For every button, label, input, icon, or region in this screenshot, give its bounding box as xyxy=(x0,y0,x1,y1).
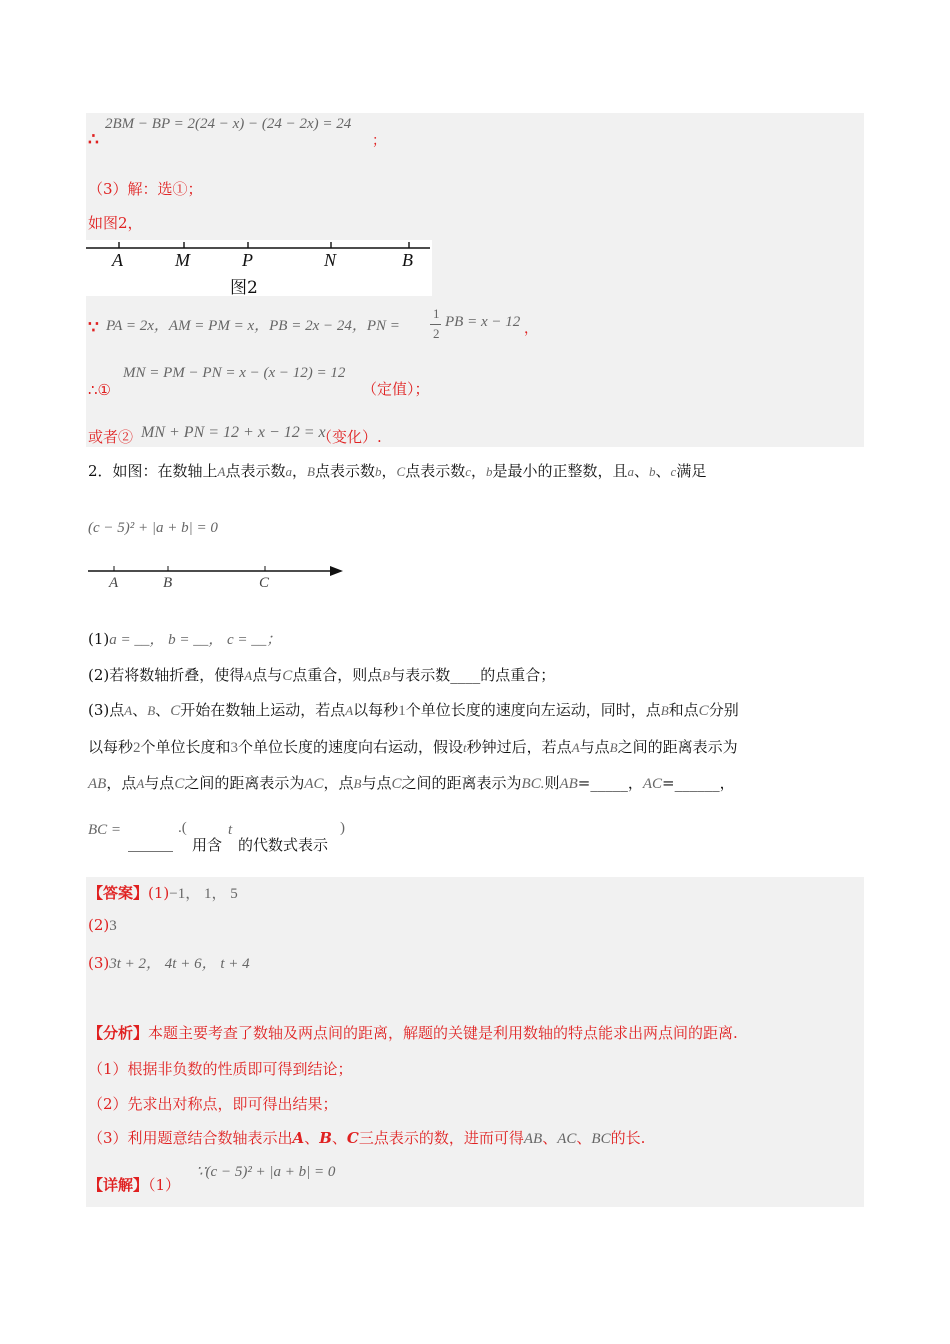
fig2-label-b: B xyxy=(402,250,413,270)
fig2-label-p: P xyxy=(242,250,253,270)
therefore-symbol: ∴ xyxy=(88,130,99,150)
analysis-step-2: （2）先求出对称点，即可得出结果； xyxy=(88,1095,338,1113)
sub-question-1: (1)a = __， b = __， c = __； xyxy=(88,630,282,648)
figure-reference: 如图2， xyxy=(88,214,143,232)
fig2-caption: 图2 xyxy=(230,278,258,298)
therefore-2-expression: MN = PM − PN = x − (x − 12) = 12 xyxy=(123,365,346,381)
q2-axis-label-a: A xyxy=(109,575,119,591)
analysis-step-3: （3）利用题意结合数轴表示出A、B、C三点表示的数，进而可得AB、AC、BC的长. xyxy=(88,1129,646,1147)
fig2-label-m: M xyxy=(175,250,190,270)
answer-line-3: (3)3t + 2， 4t + 6， t + 4 xyxy=(88,954,250,972)
sub-question-3-line-2: 以每秒2个单位长度和3个单位长度的速度向右运动，假设t秒钟过后，若点A与点B之间的距离表示为 xyxy=(88,738,738,756)
fig2-label-a: A xyxy=(112,250,123,270)
therefore-end: ； xyxy=(372,133,386,149)
sub-question-2: (2)若将数轴折叠，使得A点与C点重合，则点B与表示数____的点重合； xyxy=(88,666,556,684)
question-2-number-line xyxy=(86,560,348,596)
answer-line-2: (2)3 xyxy=(88,916,117,934)
sub-question-3-line-3: AB，点A与点C之间的距离表示为AC，点B与点C之间的距离表示为BC.则AB=_____，AC=______， xyxy=(88,774,735,792)
analysis-line: 【分析】本题主要考查了数轴及两点间的距离，解题的关键是利用数轴的特点能求出两点间的距离. xyxy=(88,1024,738,1042)
because-expression: PA = 2x，AM = PM = x，PB = 2x − 24，PN = xyxy=(106,318,400,334)
fraction-bar xyxy=(430,324,441,325)
therefore-2-note: （定值）； xyxy=(362,380,430,398)
sub-question-3-hint-t: t xyxy=(228,822,233,838)
part3-label: （3）解：选①； xyxy=(88,180,203,198)
sub-question-3-bc: BC = xyxy=(88,822,122,838)
question-2-stem: 2．如图：在数轴上A点表示数a，B点表示数b，C点表示数c，b是最小的正整数，且a、b、c满足 xyxy=(88,462,707,480)
fraction-numerator: 1 xyxy=(433,306,440,321)
because-expression-2: PB = x − 12 xyxy=(445,314,521,330)
therefore-expression: 2BM − BP = 2(24 − x) − (24 − 2x) = 24 xyxy=(105,116,352,132)
sub-question-3-line-1: (3)点A、B、C开始在数轴上运动，若点A以每秒1个单位长度的速度向左运动，同时，点B和点C分别 xyxy=(88,701,739,719)
q2-axis-label-b: B xyxy=(163,575,173,591)
sub-question-3-close-paren: ) xyxy=(340,820,345,836)
sub-question-3-open-paren: .( xyxy=(178,820,187,836)
q2-axis-label-c: C xyxy=(259,575,270,591)
sub-question-3-bc-blank: ______ xyxy=(128,834,173,852)
question-2-condition: (c − 5)² + |a + b| = 0 xyxy=(88,520,218,536)
q2-axis-svg xyxy=(86,560,348,596)
detail-line: 【详解】（1） xyxy=(88,1176,181,1194)
detail-expression: ∵(c − 5)² + |a + b| = 0 xyxy=(196,1164,336,1180)
figure-2 xyxy=(86,240,432,296)
or-note: （变化）. xyxy=(317,428,382,446)
fraction-denominator: 2 xyxy=(433,326,440,341)
or-expression: MN + PN = 12 + x − 12 = x xyxy=(141,424,326,441)
therefore-2-symbol: ∴① xyxy=(88,381,111,399)
sub-question-3-hint-a: 用含 xyxy=(192,836,223,854)
answer-line-1: 【答案】(1)−1， 1， 5 xyxy=(88,884,238,902)
fig2-label-n: N xyxy=(324,250,337,270)
analysis-step-1: （1）根据非负数的性质即可得到结论； xyxy=(88,1060,353,1078)
sub-question-3-hint-b: 的代数式表示 xyxy=(238,836,329,854)
or-label: 或者② xyxy=(88,428,134,446)
because-symbol: ∵ xyxy=(88,318,99,338)
because-end: ， xyxy=(524,321,538,337)
figure-2-number-line xyxy=(86,240,432,296)
